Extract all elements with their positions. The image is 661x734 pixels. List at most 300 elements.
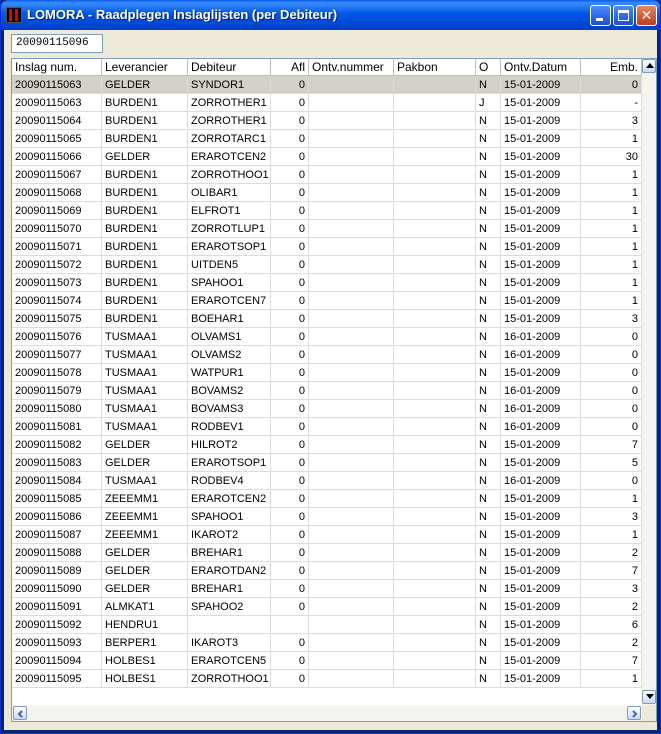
- cell-ontv-nummer: [309, 256, 394, 274]
- cell-afl: 0: [271, 112, 309, 130]
- cell-debiteur: ERAROTSOP1: [188, 454, 271, 472]
- cell-emb: 3: [581, 508, 642, 526]
- table-row[interactable]: [12, 472, 642, 490]
- cell-emb: 2: [581, 544, 642, 562]
- cell-o: N: [476, 238, 501, 256]
- cell-leverancier: ZEEEMM1: [102, 508, 188, 526]
- cell-ontv-datum: 15-01-2009: [501, 544, 581, 562]
- column-header-afl[interactable]: Afl: [271, 59, 309, 75]
- cell-emb: 1: [581, 670, 642, 688]
- table-row[interactable]: [12, 202, 642, 220]
- cell-inslag-num: 20090115078: [12, 364, 102, 382]
- cell-afl: 0: [271, 94, 309, 112]
- cell-debiteur: ERAROTCEN2: [188, 490, 271, 508]
- cell-emb: 3: [581, 112, 642, 130]
- column-header-ontv-datum[interactable]: Ontv.Datum: [501, 59, 581, 75]
- cell-emb: 0: [581, 364, 642, 382]
- table-row[interactable]: [12, 220, 642, 238]
- scroll-track[interactable]: [643, 74, 655, 689]
- cell-emb: 0: [581, 418, 642, 436]
- cell-ontv-nummer: [309, 490, 394, 508]
- cell-afl: 0: [271, 670, 309, 688]
- cell-inslag-num: 20090115089: [12, 562, 102, 580]
- cell-emb: 5: [581, 454, 642, 472]
- cell-leverancier: BURDEN1: [102, 292, 188, 310]
- table-row[interactable]: [12, 346, 642, 364]
- cell-inslag-num: 20090115067: [12, 166, 102, 184]
- cell-ontv-datum: 15-01-2009: [501, 598, 581, 616]
- cell-ontv-datum: 15-01-2009: [501, 580, 581, 598]
- cell-ontv-nummer: [309, 220, 394, 238]
- cell-inslag-num: 20090115074: [12, 292, 102, 310]
- cell-inslag-num: 20090115085: [12, 490, 102, 508]
- cell-afl: 0: [271, 652, 309, 670]
- cell-o: N: [476, 364, 501, 382]
- cell-ontv-nummer: [309, 670, 394, 688]
- cell-debiteur: ZORROTHOO1: [188, 166, 271, 184]
- cell-ontv-datum: 15-01-2009: [501, 112, 581, 130]
- cell-debiteur: BOEHAR1: [188, 310, 271, 328]
- cell-emb: 1: [581, 274, 642, 292]
- cell-leverancier: BURDEN1: [102, 310, 188, 328]
- cell-leverancier: GELDER: [102, 562, 188, 580]
- cell-pakbon: [394, 148, 476, 166]
- cell-debiteur: RODBEV1: [188, 418, 271, 436]
- cell-pakbon: [394, 112, 476, 130]
- cell-o: N: [476, 328, 501, 346]
- client-area: [4, 30, 657, 730]
- cell-ontv-datum: 15-01-2009: [501, 256, 581, 274]
- cell-o: N: [476, 256, 501, 274]
- cell-emb: 0: [581, 382, 642, 400]
- table-row[interactable]: [12, 526, 642, 544]
- cell-pakbon: [394, 634, 476, 652]
- cell-o: N: [476, 166, 501, 184]
- minimize-button[interactable]: [590, 5, 611, 26]
- cell-pakbon: [394, 184, 476, 202]
- cell-emb: 7: [581, 652, 642, 670]
- column-header-leverancier[interactable]: Leverancier: [102, 59, 188, 75]
- table-row[interactable]: [12, 670, 642, 688]
- cell-pakbon: [394, 616, 476, 634]
- table-row[interactable]: [12, 112, 642, 130]
- cell-ontv-datum: 15-01-2009: [501, 652, 581, 670]
- table-row[interactable]: [12, 580, 642, 598]
- cell-emb: 3: [581, 580, 642, 598]
- cell-emb: 1: [581, 526, 642, 544]
- cell-leverancier: TUSMAA1: [102, 328, 188, 346]
- cell-inslag-num: 20090115081: [12, 418, 102, 436]
- arrow-up-icon: [646, 63, 654, 69]
- table-row[interactable]: [12, 274, 642, 292]
- cell-afl: 0: [271, 598, 309, 616]
- cell-afl: 0: [271, 202, 309, 220]
- cell-o: N: [476, 526, 501, 544]
- cell-leverancier: ZEEEMM1: [102, 526, 188, 544]
- cell-pakbon: [394, 202, 476, 220]
- cell-inslag-num: 20090115076: [12, 328, 102, 346]
- cell-debiteur: RODBEV4: [188, 472, 271, 490]
- cell-debiteur: SYNDOR1: [188, 76, 271, 94]
- cell-debiteur: HILROT2: [188, 436, 271, 454]
- cell-afl: 0: [271, 544, 309, 562]
- cell-pakbon: [394, 670, 476, 688]
- cell-leverancier: BURDEN1: [102, 184, 188, 202]
- cell-afl: 0: [271, 382, 309, 400]
- cell-ontv-datum: 15-01-2009: [501, 436, 581, 454]
- table-row[interactable]: [12, 292, 642, 310]
- table-row[interactable]: [12, 238, 642, 256]
- cell-ontv-datum: 15-01-2009: [501, 454, 581, 472]
- column-header-debiteur[interactable]: Debiteur: [188, 59, 271, 75]
- cell-o: J: [476, 94, 501, 112]
- cell-afl: 0: [271, 364, 309, 382]
- cell-debiteur: ERAROTDAN2: [188, 562, 271, 580]
- scroll-down-button[interactable]: [642, 690, 656, 704]
- table-row[interactable]: [12, 130, 642, 148]
- cell-o: N: [476, 562, 501, 580]
- cell-ontv-datum: 15-01-2009: [501, 508, 581, 526]
- cell-emb: 30: [581, 148, 642, 166]
- cell-inslag-num: 20090115093: [12, 634, 102, 652]
- cell-pakbon: [394, 472, 476, 490]
- arrow-right-icon: [631, 710, 639, 718]
- cell-ontv-nummer: [309, 454, 394, 472]
- cell-emb: 3: [581, 310, 642, 328]
- scrollbar-corner: [642, 705, 656, 721]
- cell-inslag-num: 20090115071: [12, 238, 102, 256]
- cell-debiteur: OLIBAR1: [188, 184, 271, 202]
- cell-pakbon: [394, 328, 476, 346]
- cell-emb: 1: [581, 220, 642, 238]
- cell-ontv-datum: 15-01-2009: [501, 562, 581, 580]
- cell-ontv-datum: 15-01-2009: [501, 94, 581, 112]
- cell-afl: 0: [271, 130, 309, 148]
- cell-pakbon: [394, 436, 476, 454]
- cell-afl: 0: [271, 220, 309, 238]
- cell-pakbon: [394, 292, 476, 310]
- cell-ontv-datum: 15-01-2009: [501, 670, 581, 688]
- cell-inslag-num: 20090115077: [12, 346, 102, 364]
- cell-inslag-num: 20090115088: [12, 544, 102, 562]
- cell-ontv-nummer: [309, 94, 394, 112]
- cell-o: N: [476, 490, 501, 508]
- cell-afl: 0: [271, 346, 309, 364]
- table-row[interactable]: [12, 364, 642, 382]
- cell-emb: 1: [581, 490, 642, 508]
- cell-ontv-datum: 15-01-2009: [501, 238, 581, 256]
- cell-pakbon: [394, 346, 476, 364]
- cell-afl: 0: [271, 526, 309, 544]
- cell-inslag-num: 20090115063: [12, 76, 102, 94]
- cell-emb: 0: [581, 76, 642, 94]
- minimize-icon: [596, 18, 603, 21]
- cell-emb: 0: [581, 346, 642, 364]
- cell-afl: 0: [271, 418, 309, 436]
- cell-o: N: [476, 436, 501, 454]
- cell-debiteur: SPAHOO1: [188, 274, 271, 292]
- cell-leverancier: GELDER: [102, 148, 188, 166]
- cell-debiteur: ZORROTLUP1: [188, 220, 271, 238]
- cell-ontv-nummer: [309, 346, 394, 364]
- cell-emb: 1: [581, 202, 642, 220]
- search-input[interactable]: 20090115096: [11, 34, 103, 53]
- cell-ontv-nummer: [309, 328, 394, 346]
- cell-pakbon: [394, 598, 476, 616]
- table-row[interactable]: [12, 328, 642, 346]
- cell-o: N: [476, 544, 501, 562]
- horizontal-scrollbar[interactable]: [12, 705, 642, 721]
- cell-inslag-num: 20090115073: [12, 274, 102, 292]
- cell-afl: 0: [271, 436, 309, 454]
- cell-leverancier: BURDEN1: [102, 130, 188, 148]
- arrow-left-icon: [17, 710, 25, 718]
- data-grid: [11, 58, 657, 722]
- column-header-pakbon[interactable]: Pakbon: [394, 59, 476, 75]
- cell-ontv-datum: 16-01-2009: [501, 418, 581, 436]
- cell-pakbon: [394, 238, 476, 256]
- cell-ontv-datum: 15-01-2009: [501, 634, 581, 652]
- cell-ontv-nummer: [309, 310, 394, 328]
- cell-leverancier: ZEEEMM1: [102, 490, 188, 508]
- cell-emb: 2: [581, 634, 642, 652]
- cell-afl: 0: [271, 310, 309, 328]
- cell-pakbon: [394, 400, 476, 418]
- cell-ontv-datum: 15-01-2009: [501, 364, 581, 382]
- cell-o: N: [476, 652, 501, 670]
- table-row[interactable]: [12, 94, 642, 112]
- cell-debiteur: IKAROT3: [188, 634, 271, 652]
- cell-ontv-datum: 16-01-2009: [501, 328, 581, 346]
- table-row[interactable]: [12, 148, 642, 166]
- cell-afl: 0: [271, 508, 309, 526]
- cell-pakbon: [394, 508, 476, 526]
- cell-ontv-nummer: [309, 364, 394, 382]
- cell-pakbon: [394, 130, 476, 148]
- cell-inslag-num: 20090115079: [12, 382, 102, 400]
- cell-leverancier: HOLBES1: [102, 670, 188, 688]
- table-row[interactable]: [12, 544, 642, 562]
- cell-emb: 1: [581, 238, 642, 256]
- cell-ontv-nummer: [309, 472, 394, 490]
- cell-o: N: [476, 184, 501, 202]
- column-header-inslag-num[interactable]: Inslag num.: [12, 59, 102, 75]
- grid-body: [12, 76, 642, 705]
- cell-o: N: [476, 76, 501, 94]
- cell-o: N: [476, 148, 501, 166]
- cell-afl: 0: [271, 292, 309, 310]
- cell-leverancier: GELDER: [102, 454, 188, 472]
- cell-o: N: [476, 580, 501, 598]
- cell-ontv-nummer: [309, 598, 394, 616]
- cell-emb: 1: [581, 256, 642, 274]
- cell-debiteur: UITDEN5: [188, 256, 271, 274]
- cell-inslag-num: 20090115090: [12, 580, 102, 598]
- table-row[interactable]: [12, 652, 642, 670]
- cell-leverancier: BURDEN1: [102, 112, 188, 130]
- table-row[interactable]: [12, 490, 642, 508]
- cell-inslag-num: 20090115064: [12, 112, 102, 130]
- close-button[interactable]: [636, 5, 657, 26]
- cell-emb: 1: [581, 184, 642, 202]
- cell-inslag-num: 20090115075: [12, 310, 102, 328]
- cell-leverancier: BURDEN1: [102, 256, 188, 274]
- cell-afl: 0: [271, 256, 309, 274]
- cell-pakbon: [394, 274, 476, 292]
- cell-pakbon: [394, 310, 476, 328]
- cell-emb: -: [581, 94, 642, 112]
- cell-afl: 0: [271, 562, 309, 580]
- cell-pakbon: [394, 76, 476, 94]
- table-row[interactable]: [12, 256, 642, 274]
- cell-pakbon: [394, 418, 476, 436]
- title-bar[interactable]: [1, 0, 660, 30]
- table-row[interactable]: [12, 634, 642, 652]
- cell-inslag-num: 20090115066: [12, 148, 102, 166]
- cell-emb: 0: [581, 472, 642, 490]
- cell-ontv-datum: 15-01-2009: [501, 310, 581, 328]
- cell-inslag-num: 20090115095: [12, 670, 102, 688]
- cell-leverancier: BURDEN1: [102, 220, 188, 238]
- cell-leverancier: HENDRU1: [102, 616, 188, 634]
- cell-o: N: [476, 670, 501, 688]
- cell-ontv-datum: 16-01-2009: [501, 400, 581, 418]
- cell-ontv-nummer: [309, 526, 394, 544]
- cell-ontv-nummer: [309, 562, 394, 580]
- cell-pakbon: [394, 580, 476, 598]
- cell-o: N: [476, 418, 501, 436]
- table-row[interactable]: [12, 598, 642, 616]
- table-row[interactable]: [12, 616, 642, 634]
- cell-emb: 2: [581, 598, 642, 616]
- table-row[interactable]: [12, 76, 642, 94]
- cell-afl: 0: [271, 328, 309, 346]
- cell-inslag-num: 20090115068: [12, 184, 102, 202]
- cell-debiteur: BOVAMS2: [188, 382, 271, 400]
- cell-emb: 1: [581, 130, 642, 148]
- scroll-left-button[interactable]: [13, 706, 27, 720]
- cell-o: N: [476, 598, 501, 616]
- cell-ontv-datum: 15-01-2009: [501, 274, 581, 292]
- cell-leverancier: BERPER1: [102, 634, 188, 652]
- cell-debiteur: [188, 616, 271, 634]
- cell-leverancier: TUSMAA1: [102, 418, 188, 436]
- cell-ontv-datum: 15-01-2009: [501, 526, 581, 544]
- cell-inslag-num: 20090115086: [12, 508, 102, 526]
- cell-leverancier: TUSMAA1: [102, 346, 188, 364]
- table-row[interactable]: [12, 310, 642, 328]
- cell-leverancier: BURDEN1: [102, 94, 188, 112]
- table-row[interactable]: [12, 382, 642, 400]
- cell-leverancier: GELDER: [102, 76, 188, 94]
- cell-ontv-nummer: [309, 580, 394, 598]
- cell-leverancier: GELDER: [102, 544, 188, 562]
- cell-ontv-nummer: [309, 148, 394, 166]
- cell-afl: 0: [271, 148, 309, 166]
- table-row[interactable]: [12, 400, 642, 418]
- cell-pakbon: [394, 382, 476, 400]
- cell-debiteur: BOVAMS3: [188, 400, 271, 418]
- cell-emb: 1: [581, 166, 642, 184]
- cell-ontv-datum: 16-01-2009: [501, 472, 581, 490]
- scroll-right-button[interactable]: [627, 706, 641, 720]
- cell-pakbon: [394, 490, 476, 508]
- cell-pakbon: [394, 166, 476, 184]
- column-header-o[interactable]: O: [476, 59, 501, 75]
- cell-afl: 0: [271, 274, 309, 292]
- cell-debiteur: ERAROTCEN7: [188, 292, 271, 310]
- cell-emb: 7: [581, 436, 642, 454]
- table-row[interactable]: [12, 454, 642, 472]
- close-icon: ✕: [640, 7, 653, 23]
- cell-emb: 1: [581, 292, 642, 310]
- cell-inslag-num: 20090115083: [12, 454, 102, 472]
- cell-ontv-datum: 15-01-2009: [501, 220, 581, 238]
- cell-leverancier: GELDER: [102, 436, 188, 454]
- cell-ontv-nummer: [309, 184, 394, 202]
- cell-leverancier: BURDEN1: [102, 238, 188, 256]
- cell-debiteur: ERAROTCEN2: [188, 148, 271, 166]
- cell-ontv-datum: 15-01-2009: [501, 292, 581, 310]
- cell-inslag-num: 20090115092: [12, 616, 102, 634]
- cell-afl: [271, 616, 309, 634]
- column-header-emb[interactable]: Emb.: [581, 59, 642, 75]
- cell-afl: 0: [271, 580, 309, 598]
- cell-afl: 0: [271, 76, 309, 94]
- cell-inslag-num: 20090115082: [12, 436, 102, 454]
- table-row[interactable]: [12, 418, 642, 436]
- cell-afl: 0: [271, 472, 309, 490]
- cell-ontv-nummer: [309, 76, 394, 94]
- cell-pakbon: [394, 544, 476, 562]
- table-row[interactable]: [12, 184, 642, 202]
- cell-ontv-nummer: [309, 508, 394, 526]
- cell-inslag-num: 20090115069: [12, 202, 102, 220]
- cell-ontv-nummer: [309, 436, 394, 454]
- scroll-up-button[interactable]: [642, 59, 656, 73]
- app-icon[interactable]: [6, 7, 22, 23]
- table-row[interactable]: [12, 436, 642, 454]
- cell-leverancier: ALMKAT1: [102, 598, 188, 616]
- table-row[interactable]: [12, 562, 642, 580]
- cell-leverancier: GELDER: [102, 580, 188, 598]
- cell-inslag-num: 20090115080: [12, 400, 102, 418]
- column-header-ontv-nummer[interactable]: Ontv.nummer: [309, 59, 394, 75]
- cell-leverancier: TUSMAA1: [102, 400, 188, 418]
- cell-pakbon: [394, 256, 476, 274]
- cell-ontv-nummer: [309, 616, 394, 634]
- cell-afl: 0: [271, 166, 309, 184]
- cell-ontv-nummer: [309, 292, 394, 310]
- maximize-button[interactable]: [613, 5, 634, 26]
- cell-afl: 0: [271, 184, 309, 202]
- cell-pakbon: [394, 562, 476, 580]
- cell-o: N: [476, 472, 501, 490]
- arrow-down-icon: [646, 694, 654, 700]
- cell-inslag-num: 20090115072: [12, 256, 102, 274]
- vertical-scrollbar[interactable]: [642, 59, 656, 705]
- cell-pakbon: [394, 526, 476, 544]
- cell-afl: 0: [271, 400, 309, 418]
- table-row[interactable]: [12, 508, 642, 526]
- cell-o: N: [476, 274, 501, 292]
- cell-o: N: [476, 346, 501, 364]
- cell-afl: 0: [271, 490, 309, 508]
- cell-debiteur: BREHAR1: [188, 544, 271, 562]
- table-row[interactable]: [12, 166, 642, 184]
- cell-debiteur: ERAROTSOP1: [188, 238, 271, 256]
- cell-debiteur: ELFROT1: [188, 202, 271, 220]
